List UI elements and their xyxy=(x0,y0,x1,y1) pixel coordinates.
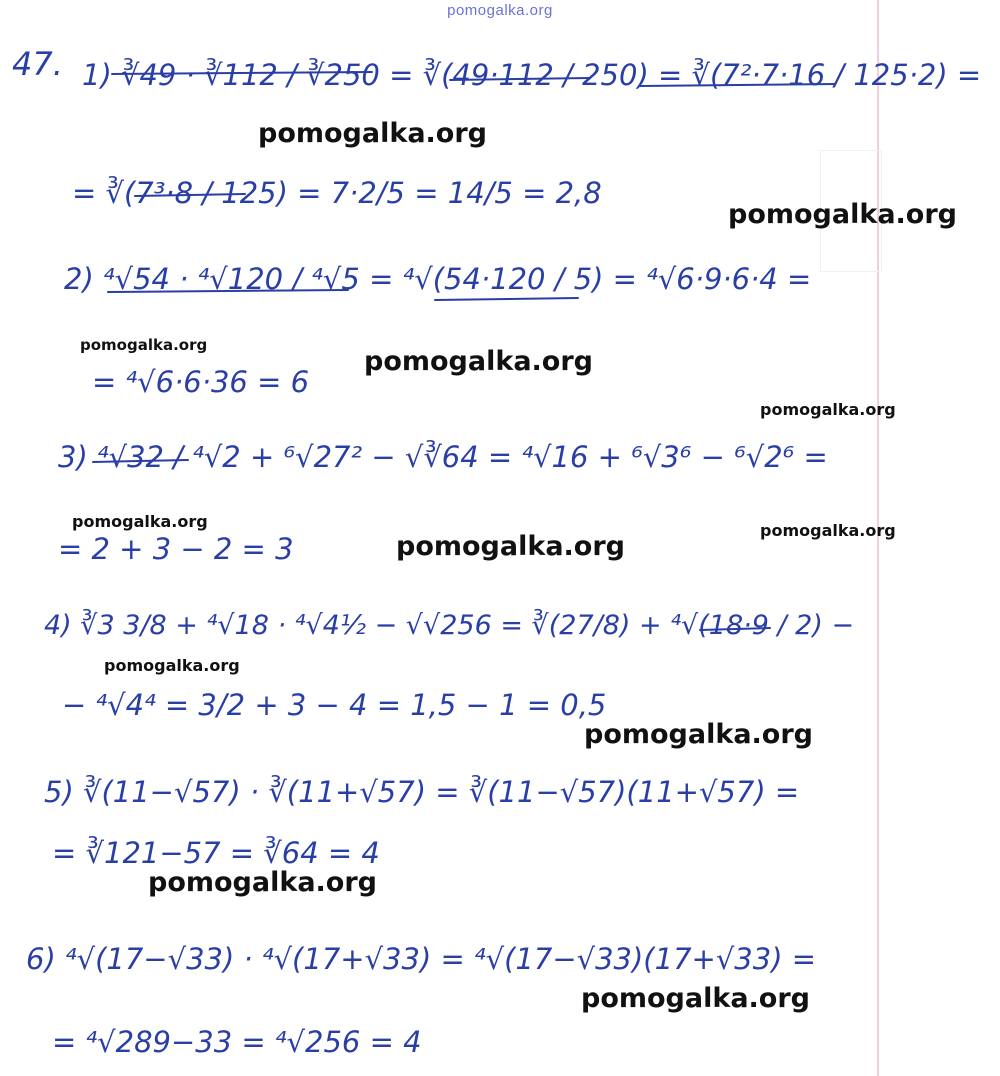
solution-line-3a: 3) ⁴√32 / ⁴√2 + ⁶√27² − √∛64 = ⁴√16 + ⁶√3⁶ − ⁶√2⁶ = xyxy=(58,440,828,474)
watermark: pomogalka.org xyxy=(104,656,240,675)
solution-line-4a: 4) ∛3 3/8 + ⁴√18 · ⁴√4½ − √√256 = ∛(27/8) + ⁴√(18·9 / 2) − xyxy=(44,610,855,641)
watermark: pomogalka.org xyxy=(581,983,810,1014)
problem-number: 47. xyxy=(12,45,63,83)
watermark: pomogalka.org xyxy=(258,118,487,149)
solution-line-4b: − ⁴√4⁴ = 3/2 + 3 − 4 = 1,5 − 1 = 0,5 xyxy=(62,688,607,722)
solution-line-6a: 6) ⁴√(17−√33) · ⁴√(17+√33) = ⁴√(17−√33)(17+√33) = xyxy=(26,942,817,976)
watermark: pomogalka.org xyxy=(584,719,813,750)
solution-line-6b: = ⁴√289−33 = ⁴√256 = 4 xyxy=(52,1025,422,1059)
solution-line-5a: 5) ∛(11−√57) · ∛(11+√57) = ∛(11−√57)(11+√57) = xyxy=(44,775,800,809)
watermark: pomogalka.org xyxy=(396,531,625,562)
watermark: pomogalka.org xyxy=(760,521,896,540)
solution-line-2a: 2) ⁴√54 · ⁴√120 / ⁴√5 = ⁴√(54·120 / 5) = ⁴√6·9·6·4 = xyxy=(64,262,812,296)
header-watermark: pomogalka.org xyxy=(447,2,553,19)
solution-line-5b: = ∛121−57 = ∛64 = 4 xyxy=(52,836,380,870)
solution-line-2b: = ⁴√6·6·36 = 6 xyxy=(92,365,310,399)
watermark: pomogalka.org xyxy=(72,512,208,531)
watermark: pomogalka.org xyxy=(760,400,896,419)
solution-line-3b: = 2 + 3 − 2 = 3 xyxy=(58,532,294,566)
watermark: pomogalka.org xyxy=(728,199,957,230)
solution-line-1a: 1) ∛49 · ∛112 / ∛250 = ∛(49·112 / 250) = ∛(7²·7·16 / 125·2) = xyxy=(82,58,982,92)
watermark: pomogalka.org xyxy=(80,336,208,354)
watermark: pomogalka.org xyxy=(364,346,593,377)
solution-line-1b: = ∛(7³·8 / 125) = 7·2/5 = 14/5 = 2,8 xyxy=(72,176,602,210)
watermark: pomogalka.org xyxy=(148,867,377,898)
